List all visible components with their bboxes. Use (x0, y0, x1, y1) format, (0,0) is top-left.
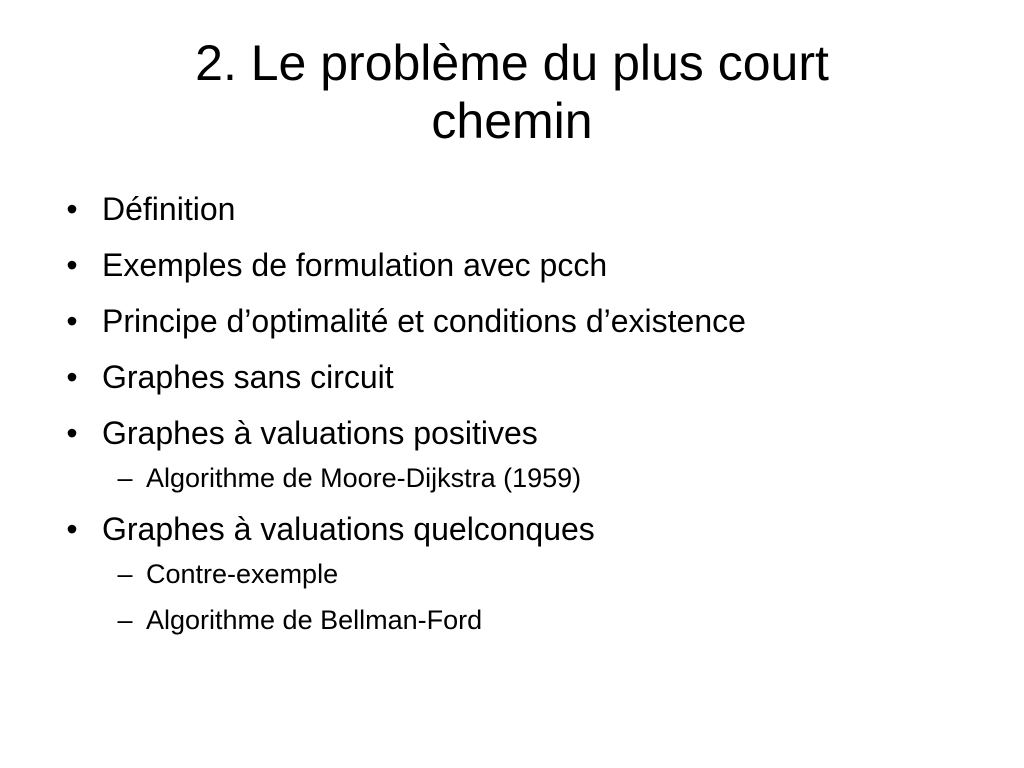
sub-item-contre-exemple (0, 556, 1024, 593)
bullet-item-valuations-quelconques (0, 507, 1024, 552)
slide-title-line-2: chemin (431, 93, 593, 149)
bullet-item-valuations-positives (0, 411, 1024, 456)
bullet-item-label: Principe d’optimalité et conditions d’existence (102, 303, 746, 339)
bullet-item-label: Graphes à valuations positives (102, 415, 538, 451)
sub-item-bellman-ford (0, 602, 1024, 639)
bullet-item-label: Graphes à valuations quelconques (102, 511, 595, 547)
sub-item-label: Algorithme de Bellman-Ford (146, 605, 483, 635)
dash-icon: – (117, 605, 133, 635)
bullet-icon: • (66, 247, 78, 283)
dash-icon: – (117, 463, 133, 493)
bullet-icon: • (66, 359, 78, 395)
bullet-item-exemples (0, 243, 1024, 288)
bullet-item-principe (0, 299, 1024, 344)
slide-title (100, 34, 924, 150)
bullet-item-label: Exemples de formulation avec pcch (102, 247, 608, 283)
bullet-icon: • (66, 191, 78, 227)
bullet-icon: • (66, 303, 78, 339)
sub-item-moore-dijkstra (0, 460, 1024, 497)
slide-title-line-1: 2. Le problème du plus court (195, 35, 829, 91)
dash-icon: – (117, 559, 133, 589)
sub-item-label: Algorithme de Moore-Dijkstra (1959) (146, 463, 582, 493)
bullet-item-definition (0, 187, 1024, 232)
bullet-item-label: Définition (102, 191, 236, 227)
bullet-icon: • (66, 511, 78, 547)
bullet-icon: • (66, 415, 78, 451)
bullet-item-graphes-sans-circuit (0, 355, 1024, 400)
bullet-item-label: Graphes sans circuit (102, 359, 394, 395)
sub-item-label: Contre-exemple (146, 559, 339, 589)
bullet-list (0, 187, 1024, 649)
